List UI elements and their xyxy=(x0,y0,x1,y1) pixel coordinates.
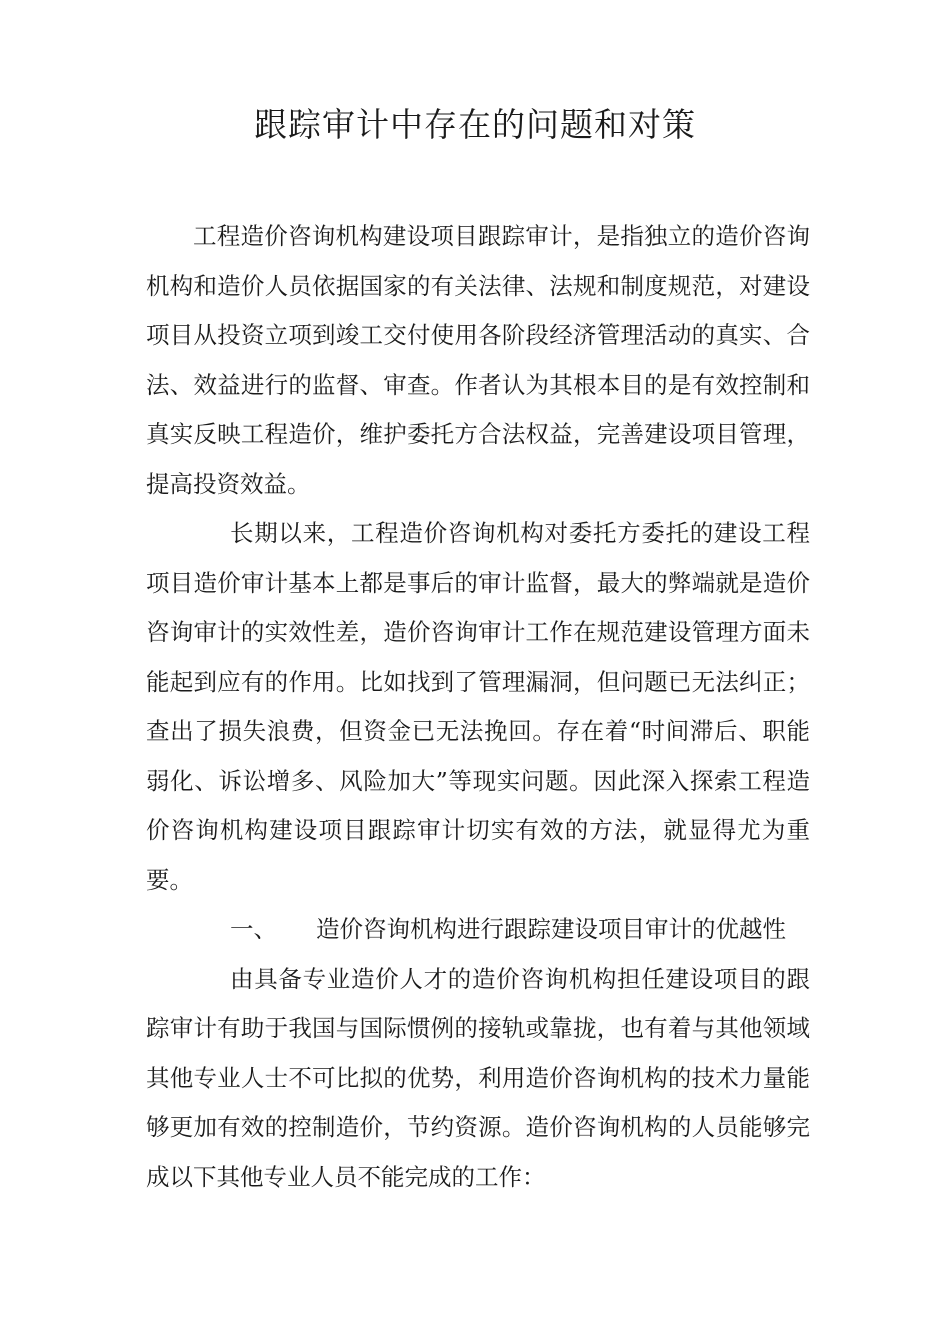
section-heading xyxy=(146,905,810,955)
section-heading-text: 造价咨询机构进行跟踪建设项目审计的优越性 xyxy=(316,915,786,943)
section-number: 一、 xyxy=(230,915,277,943)
paragraph-problem: 长期以来，工程造价咨询机构对委托方委托的建设工程项目造价审计基本上都是事后的审计监督，最大的弊端就是造价咨询审计的实效性差，造价咨询审计工作在规范建设管理方面未能起到应有的作用。比如找到了管理漏洞，但问题已无法纠正；查出了损失浪费，但资金已无法挽回。存在着“时间滞后、职能弱化、诉讼增多、风险加大”等现实问题。因此深入探索工程造价咨询机构建设项目跟踪审计切实有效的方法，就显得尤为重要。 xyxy=(146,519,810,894)
document-title: 跟踪审计中存在的问题和对策 xyxy=(254,105,696,144)
paragraph-section-one: 由具备专业造价人才的造价咨询机构担任建设项目的跟踪审计有助于我国与国际惯例的接轨或靠拢，也有着与其他领域其他专业人士不可比拟的优势，利用造价咨询机构的技术力量能够更加有效的控制造价，节约资源。造价咨询机构的人员能够完成以下其他专业人员不能完成的工作： xyxy=(146,964,810,1191)
document-body xyxy=(146,212,810,1202)
paragraph-intro: 工程造价咨询机构建设项目跟踪审计，是指独立的造价咨询机构和造价人员依据国家的有关法律、法规和制度规范，对建设项目从投资立项到竣工交付使用各阶段经济管理活动的真实、合法、效益进行的监督、审查。作者认为其根本目的是有效控制和真实反映工程造价，维护委托方合法权益，完善建设项目管理，提高投资效益。 xyxy=(146,222,810,498)
